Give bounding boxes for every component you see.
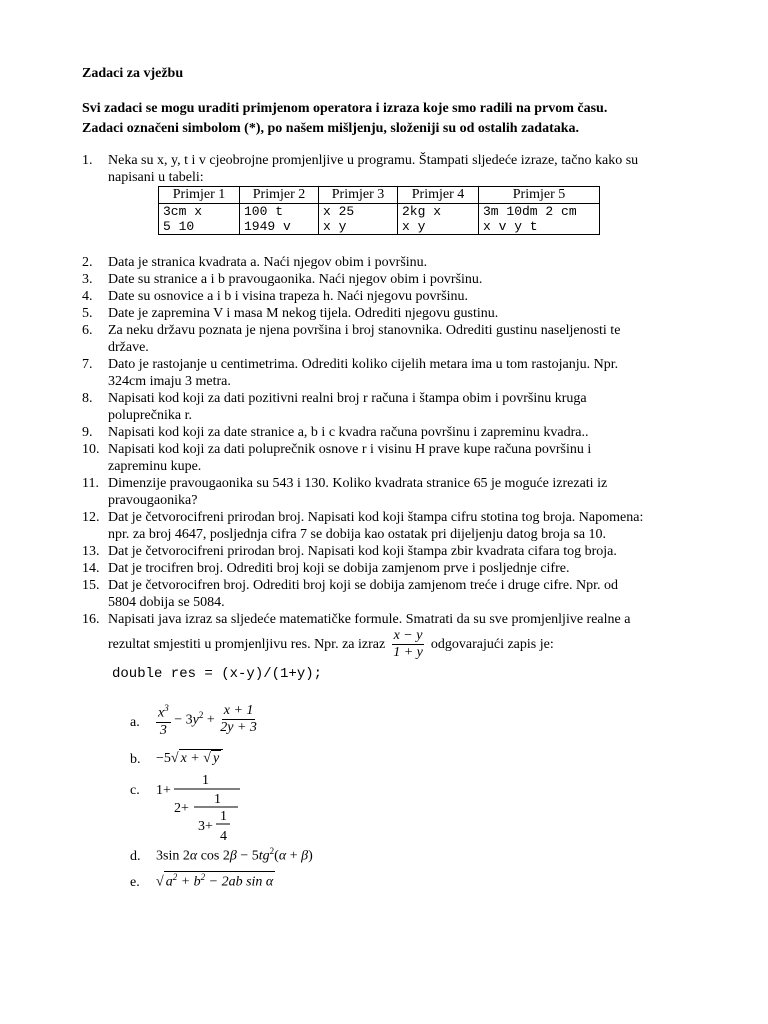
task-text: 5804 dobija se 5084. [108, 595, 225, 610]
task-16-example-line [108, 628, 554, 661]
table-header-cell: Primjer 4 [398, 187, 479, 204]
cell-line: x y [323, 219, 347, 234]
task-text: Dat je četvorocifreni prirodan broj. Napisati kod koji štampa zbir kvadrata cifara tog broja. [108, 544, 617, 559]
task-number: 11. [82, 476, 99, 491]
task-number: 9. [82, 425, 93, 440]
task-number: 5. [82, 306, 93, 321]
svg-text:4: 4 [220, 829, 227, 844]
formula-e: √ $a^2 + b^2 - 2ab$ sin α [156, 872, 274, 890]
task-text: Napisati kod koji za dati poluprečnik osnove r i visinu H prave kupe računa površinu i [108, 442, 592, 457]
table-header-cell: Primjer 5 [479, 187, 600, 204]
cell-line: x 25 [323, 204, 355, 219]
task-text: Dimenzije pravougaonika su 543 i 130. Koliko kvadrata stranice 65 je moguće izrezati iz [108, 476, 608, 491]
task-text: Dat je trocifren broj. Odrediti broj koji se dobija zamjenom prve i posljednje cifre. [108, 561, 570, 576]
table-cell [398, 204, 479, 235]
task-number: 14. [82, 561, 100, 576]
svg-text:2+: 2+ [174, 801, 189, 816]
table-header-cell: Primjer 2 [240, 187, 319, 204]
task-text: Date je zapremina V i masa M nekog tijela. Odrediti njegovu gustinu. [108, 306, 499, 321]
task-number: 13. [82, 544, 100, 559]
cell-line: x v y t [483, 219, 538, 234]
svg-text:1: 1 [220, 809, 227, 824]
formula-label: d. [130, 849, 141, 864]
task-text: Data je stranica kvadrata a. Naći njegov obim i površinu. [108, 255, 428, 270]
fraction-denominator: 1 + y [393, 645, 423, 660]
formula-label: e. [130, 875, 140, 890]
task-number: 3. [82, 272, 93, 287]
table-cell [479, 204, 600, 235]
table-cell [159, 204, 240, 235]
table-cell [240, 204, 319, 235]
task-text: Dato je rastojanje u centimetrima. Odrediti koliko cijelih metara ima u tom rastojanju. Npr. [108, 357, 619, 372]
task-text: Dat je četvorocifreni prirodan broj. Napisati kod koji štampa cifru stotina tog broja. Napomena: [108, 510, 644, 525]
svg-text:3+: 3+ [198, 819, 213, 834]
task-number: 16. [82, 612, 100, 627]
task-text: Napisati kod koji za dati pozitivni realni broj r računa i štampa obim i površinu kruga [108, 391, 587, 406]
task-text: odgovarajući zapis je: [430, 637, 554, 652]
table-header-cell: Primjer 1 [159, 187, 240, 204]
code-example: double res = (x-y)/(1+y); [112, 666, 323, 682]
intro-line-2: Zadaci označeni simbolom (*), po našem mišljenju, složeniji su od ostalih zadataka. [82, 121, 580, 136]
formula-d: 3sin 2α $\cos 2\beta - 5tg^2(\alpha + \beta)$ [156, 846, 313, 864]
table-header-cell: Primjer 3 [319, 187, 398, 204]
svg-text:1: 1 [214, 792, 221, 807]
task-text: Dat je četvorocifren broj. Odrediti broj koji se dobija zamjenom treće i druge cifre. Npr. od [108, 578, 619, 593]
cell-line: 3cm x [163, 204, 203, 219]
intro-line-1: Svi zadaci se mogu uraditi primjenom operatora i izraza koje smo radili na prvom času. [82, 101, 608, 116]
formula-label: a. [130, 715, 140, 730]
cell-line: 2kg x [402, 204, 442, 219]
task-text: Napisati java izraz sa sljedeće matematičke formule. Smatrati da su sve promjenljive realne a [108, 612, 631, 627]
task-text: poluprečnika r. [108, 408, 192, 423]
task-text: Napisati kod koji za date stranice a, b i c kvadra računa površinu i zapreminu kvadra.. [108, 425, 589, 440]
cell-line: x y [402, 219, 426, 234]
task-number: 8. [82, 391, 93, 406]
task-text: pravougaonika? [108, 493, 198, 508]
example-fraction [391, 628, 425, 661]
task-text: Date su osnovice a i b i visina trapeza h. Naći njegovu površinu. [108, 289, 469, 304]
cell-line: 3m 10dm 2 cm [483, 204, 577, 219]
task-text: Date su stranice a i b pravougaonika. Naći njegov obim i površinu. [108, 272, 483, 287]
document-title: Zadaci za vježbu [82, 66, 184, 81]
table-header-row [159, 187, 600, 204]
formula-b: −5√ x + √ y [156, 749, 223, 767]
svg-text:1: 1 [202, 773, 209, 788]
task-text: 324cm imaju 3 metra. [108, 374, 231, 389]
task-text: Neka su x, y, t i v cjeobrojne promjenljive u programu. Štampati sljedeće izraze, tačno kako su [108, 153, 639, 168]
task-number: 10. [82, 442, 100, 457]
svg-text:1+: 1+ [156, 783, 171, 798]
cell-line: 1949 v [244, 219, 291, 234]
task-text: države. [108, 340, 149, 355]
cell-line: 5 10 [163, 219, 195, 234]
formula-c [154, 770, 244, 846]
task-number: 4. [82, 289, 93, 304]
formula-label: b. [130, 752, 141, 767]
table-row [159, 204, 600, 235]
task-text: zapreminu kupe. [108, 459, 202, 474]
formula-label: c. [130, 783, 140, 798]
task-number: 15. [82, 578, 100, 593]
task-text: Za neku državu poznata je njena površina i broj stanovnika. Odrediti gustinu naseljenosti te [108, 323, 621, 338]
task-number: 1. [82, 153, 93, 168]
cell-line: 100 t [244, 204, 284, 219]
task-number: 2. [82, 255, 93, 270]
task-text: napisani u tabeli: [108, 170, 204, 185]
task-text: npr. za broj 4647, posljednja cifra 7 se dobija kao ostatak pri dijeljenju datog broja sa 10. [108, 527, 607, 542]
table-cell [319, 204, 398, 235]
task-number: 7. [82, 357, 93, 372]
task-number: 12. [82, 510, 100, 525]
task-number: 6. [82, 323, 93, 338]
formula-a: $\frac{x^3}{3}$ − $3y^2$ + $\frac{x + 1}{2y + 3}$ [156, 700, 259, 739]
samples-table [158, 186, 600, 235]
task-text: rezultat smjestiti u promjenljivu res. Npr. za izraz [108, 637, 386, 652]
fraction-numerator: x − y [393, 628, 423, 643]
